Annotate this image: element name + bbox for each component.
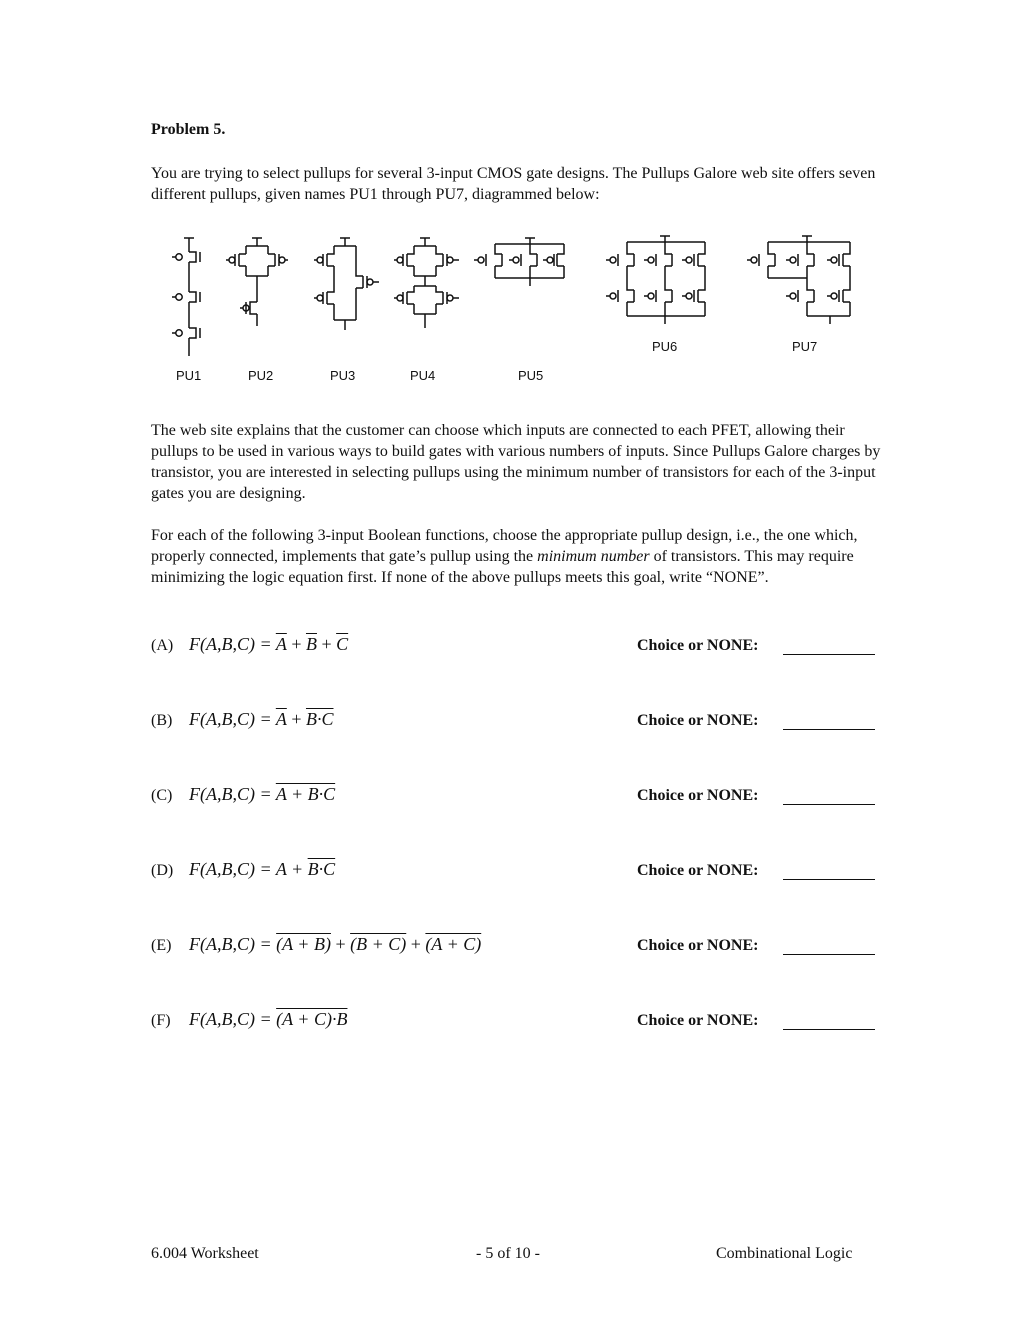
instructions-emphasis: minimum number	[537, 548, 650, 565]
question-label: (D)	[151, 862, 174, 879]
answer-blank-e[interactable]	[783, 954, 875, 955]
answer-blank-b[interactable]	[783, 729, 875, 730]
problem-explanation: The web site explains that the customer can choose which inputs are connected to each PFET, allowing their pullups to be used in various ways to build gates with various numbers of inputs. Since Pullups Galore charges by transistor, you are interested in selecting pullups using the minimum number of transistors for each of the 3-input gates you are designing.	[151, 422, 881, 502]
footer-topic: Combinational Logic	[716, 1245, 853, 1262]
answer-blank-c[interactable]	[783, 804, 875, 805]
answer-blank-d[interactable]	[783, 879, 875, 880]
formula-term: (A + B)	[276, 934, 331, 954]
pu1-circuit	[172, 238, 200, 356]
question-f	[151, 1009, 875, 1035]
formula-b	[189, 709, 333, 730]
formula-lhs: F(A,B,C) =	[189, 634, 276, 654]
formula-c	[189, 784, 335, 805]
pu4-label: PU4	[410, 368, 436, 383]
formula-term: A +	[275, 859, 308, 879]
problem-instructions	[151, 525, 881, 588]
pu2-label: PU2	[248, 368, 274, 383]
instructions-text-b: of transistors. This may require minimizing the logic equation first. If none of the above pullups meets this goal, write “NONE”.	[151, 548, 854, 586]
formula-term: $\overline{C}$	[336, 634, 349, 654]
pu6-circuit	[606, 236, 705, 324]
pu2-circuit	[226, 238, 288, 326]
pu3-label: PU3	[330, 368, 356, 383]
formula-lhs: F(A,B,C) =	[189, 709, 276, 729]
question-label: (E)	[151, 937, 172, 954]
formula-term: $\overline{A}$	[275, 709, 287, 729]
formula-lhs: F(A,B,C) =	[189, 784, 276, 804]
question-b	[151, 709, 875, 735]
answer-blank-a[interactable]	[783, 654, 875, 655]
choice-label: Choice or NONE:	[637, 787, 759, 804]
formula-term: B·C	[307, 859, 336, 879]
footer-course: 6.004 Worksheet	[151, 1245, 259, 1262]
pu5-label: PU5	[518, 368, 544, 383]
question-label: (B)	[151, 712, 173, 729]
formula-term: $\overline{B}$	[305, 634, 317, 654]
answer-blank-f[interactable]	[783, 1029, 875, 1030]
pu5-circuit	[474, 238, 564, 286]
question-a	[151, 634, 875, 660]
formula-a	[189, 634, 348, 655]
formula-f	[189, 1009, 347, 1030]
formula-term: $\overline{A}$	[275, 634, 287, 654]
problem-title: Problem 5.	[151, 121, 226, 138]
pullup-circuit-diagrams	[150, 230, 870, 390]
pu7-circuit	[747, 236, 850, 324]
formula-op: +	[286, 634, 306, 654]
pu4-circuit	[394, 238, 459, 328]
footer-page-number: - 5 of 10 -	[476, 1245, 540, 1262]
formula-op: +	[286, 709, 306, 729]
formula-e	[189, 934, 481, 955]
question-c	[151, 784, 875, 810]
formula-lhs: F(A,B,C) =	[189, 934, 277, 954]
formula-op: +	[406, 934, 426, 954]
pu3-circuit	[314, 238, 379, 330]
question-e	[151, 934, 875, 960]
choice-label: Choice or NONE:	[637, 637, 759, 654]
formula-lhs: F(A,B,C) =	[189, 1009, 277, 1029]
choice-label: Choice or NONE:	[637, 712, 759, 729]
formula-term: A + B·C	[275, 784, 336, 804]
choice-label: Choice or NONE:	[637, 1012, 759, 1029]
formula-op: +	[330, 934, 351, 954]
pu7-label: PU7	[792, 339, 818, 354]
formula-term: (A + C)	[425, 934, 482, 954]
instructions-text-a: For each of the following 3-input Boolean functions, choose the appropriate pullup design, i.e., the one which, properly connected, implements that gate’s pullup using the	[151, 527, 858, 565]
formula-term: (B + C)	[350, 934, 407, 954]
problem-intro: You are trying to select pullups for several 3-input CMOS gate designs. The Pullups Galore web site offers seven different pullups, given names PU1 through PU7, diagrammed below:	[151, 165, 876, 203]
choice-label: Choice or NONE:	[637, 862, 759, 879]
formula-lhs: F(A,B,C) =	[189, 859, 276, 879]
formula-term: B·C	[305, 709, 334, 729]
question-label: (F)	[151, 1012, 171, 1029]
formula-term: (A + C)·B	[276, 1009, 348, 1029]
question-label: (C)	[151, 787, 173, 804]
formula-op: +	[316, 634, 337, 654]
pu6-label: PU6	[652, 339, 678, 354]
question-label: (A)	[151, 637, 174, 654]
choice-label: Choice or NONE:	[637, 937, 759, 954]
formula-d	[189, 859, 335, 880]
question-d	[151, 859, 875, 885]
pu1-label: PU1	[176, 368, 202, 383]
